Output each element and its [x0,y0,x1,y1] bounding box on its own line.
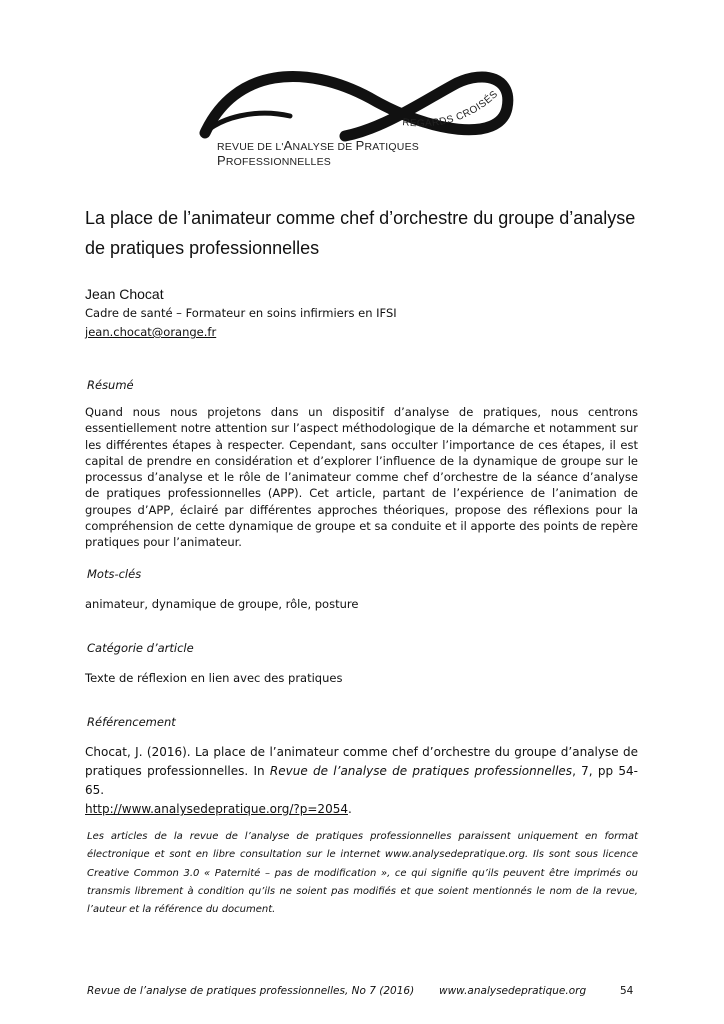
footer-page-number: 54 [620,985,634,997]
journal-name: REVUE DE L'ANALYSE DE PRATIQUES PROFESSIONNELLES [217,138,419,168]
keywords-heading: Mots-clés [87,567,142,581]
license-notice: Les articles de la revue de l’analyse de pratiques professionnelles paraissent uniquement en format électronique et sont en libre consultation sur le internet www.analysedepratique.org. Ils sont sous licence Creative Common 3.0 « Paternité – pas de modification », ce qui signifie qu’ils peuvent être imprimés ou transmis librement à condition qu’ils ne soient pas modifiés et que soient mentionnés le nom de la revue, l’auteur et la référence du document. [87,831,638,916]
resume-heading: Résumé [87,378,134,392]
reference-text: Chocat, J. (2016). La place de l’animateur comme chef d’orchestre du groupe d’analyse de pratiques professionnelles. In Revue de l’analyse de pratiques professionnelles, 7, pp 54-65. http://www.analysedepratique.org/?p=2054. [85,745,639,816]
category-text: Texte de réflexion en lien avec des pratiques [85,671,343,685]
footer-website: www.analysedepratique.org [439,985,587,997]
logo-text: REGARDS CROISÉS [401,88,501,130]
reference-journal: Revue de l’analyse de pratiques professionnelles [269,764,573,778]
keywords-text: animateur, dynamique de groupe, rôle, posture [85,597,359,611]
resume-text: Quand nous nous projetons dans un dispositif d’analyse de pratiques, nous centrons essentiellement notre attention sur l’aspect méthodologique de la démarche et notamment sur les différentes étapes à respecter. Cependant, sans occulter l’importance de ces étapes, il est capital de prendre en considération et d’explorer l’influence de la dynamique de groupe sur le processus d’analyse et le rôle de l’animateur comme chef d’orchestre de la séance d’analyse de pratiques professionnelles (APP). Cet article, partant de l’expérience de l’animation de groupes d’APP, éclairé par différentes approches théoriques, propose des réflexions pour la compréhension de cette dynamique de groupe et sa conduite et il apporte des points de repère pratiques pour l’animateur. [85,405,638,550]
category-heading: Catégorie d’article [87,641,194,655]
reference-heading: Référencement [87,715,176,729]
author-name: Jean Chocat [85,286,164,302]
author-affiliation: Cadre de santé – Formateur en soins infirmiers en IFSI [85,306,397,320]
logo-infinity-shape [205,76,508,136]
author-email-link[interactable]: jean.chocat@orange.fr [85,325,217,339]
article-title: La place de l’animateur comme chef d’orchestre du groupe d’analyse de pratiques professionnelles [85,208,636,258]
footer-journal-issue: Revue de l’analyse de pratiques professionnelles, No 7 (2016) [87,985,415,997]
reference-url-link[interactable]: http://www.analysedepratique.org/?p=2054 [85,802,348,816]
